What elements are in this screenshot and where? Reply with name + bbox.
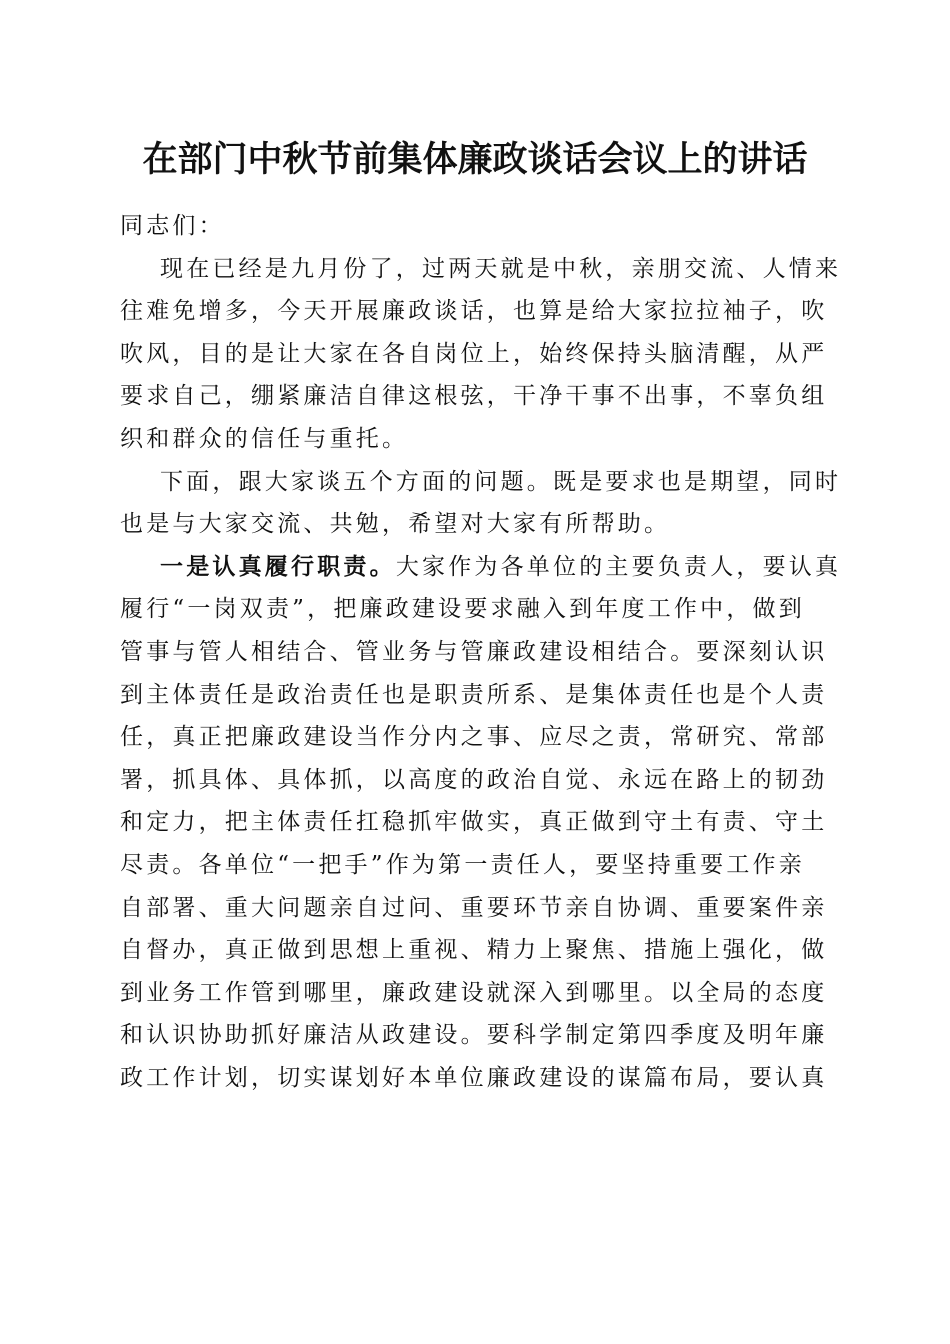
- paragraph-line: 和认识协助抓好廉洁从政建设。要科学制定第四季度及明年廉: [120, 1022, 828, 1049]
- paragraph-line: 任，真正把廉政建设当作分内之事、应尽之责，常研究、常部: [120, 724, 828, 751]
- document-title: 在部门中秋节前集体廉政谈话会议上的讲话: [142, 139, 808, 180]
- paragraph-line: 自督办，真正做到思想上重视、精力上聚焦、措施上强化，做: [120, 937, 828, 964]
- paragraph-1: [120, 248, 842, 461]
- paragraph-line: 到主体责任是政治责任也是职责所系、是集体责任也是个人责: [120, 681, 828, 708]
- paragraph-line: 自部署、重大问题亲自过问、重要环节亲自协调、重要案件亲: [120, 894, 828, 921]
- paragraph-text: 大家作为各单位的主要负责人，要认真: [395, 553, 842, 580]
- paragraph-line: 下面，跟大家谈五个方面的问题。既是要求也是期望，同时: [160, 468, 842, 495]
- paragraph-line: 要求自己，绷紧廉洁自律这根弦，干净干事不出事，不辜负组: [120, 383, 828, 410]
- paragraph-3: [120, 546, 842, 1100]
- paragraph-line: 政工作计划，切实谋划好本单位廉政建设的谋篇布局，要认真: [120, 1064, 828, 1091]
- paragraph-line: [120, 546, 842, 589]
- paragraph-line: 管事与管人相结合、管业务与管廉政建设相结合。要深刻认识: [120, 638, 828, 665]
- salutation: 同志们：: [120, 213, 225, 239]
- document-body: [120, 205, 842, 1099]
- paragraph-line: 吹风，目的是让大家在各自岗位上，始终保持头脑清醒，从严: [120, 340, 828, 367]
- paragraph-line: 到业务工作管到哪里，廉政建设就深入到哪里。以全局的态度: [120, 979, 828, 1006]
- paragraph-line: 现在已经是九月份了，过两天就是中秋，亲朋交流、人情来: [160, 255, 842, 282]
- paragraph-line: 署，抓具体、具体抓，以高度的政治自觉、永远在路上的韧劲: [120, 766, 828, 793]
- paragraph-line: 尽责。各单位“一把手”作为第一责任人，要坚持重要工作亲: [120, 851, 805, 878]
- paragraph-line: 履行“一岗双责”，把廉政建设要求融入到年度工作中，做到: [120, 596, 805, 623]
- paragraph-line: 和定力，把主体责任扛稳抓牢做实，真正做到守土有责、守土: [120, 809, 828, 836]
- paragraph-line: 织和群众的信任与重托。: [120, 425, 409, 452]
- paragraph-line: 也是与大家交流、共勉，希望对大家有所帮助。: [120, 511, 671, 538]
- paragraph-2: [120, 461, 842, 546]
- paragraph-line: 往难免增多，今天开展廉政谈话，也算是给大家拉拉袖子，吹: [120, 298, 828, 325]
- paragraph-heading: 一是认真履行职责。: [160, 552, 396, 580]
